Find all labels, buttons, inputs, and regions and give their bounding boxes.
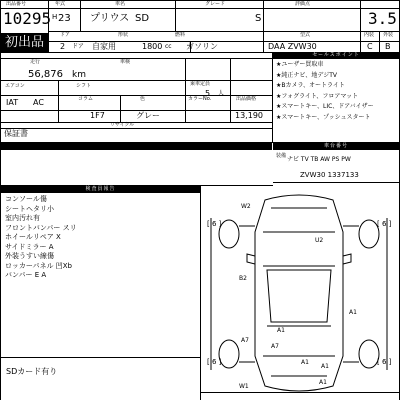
feature-item: ★純正ナビ、地デジTV <box>276 71 337 79</box>
transmission-value: IAT <box>6 98 19 107</box>
options-label: 装備 <box>276 153 287 159</box>
usage-value: 自家用 <box>92 42 116 51</box>
damage-mark: A1 <box>349 309 357 316</box>
doors-unit: ドア <box>72 43 84 50</box>
damage-mark: A7 <box>241 337 249 344</box>
inspector-note: コンソール傷 <box>5 195 47 203</box>
tire-tread-label: [ 6 ] <box>377 220 392 228</box>
color-code: 1F7 <box>90 111 105 120</box>
first-sale-badge: 初出品 <box>1 33 48 52</box>
car-diagram <box>201 186 398 398</box>
damage-mark: A1 <box>321 363 329 370</box>
seats-unit: 人 <box>218 90 225 97</box>
damage-mark: B2 <box>239 275 247 282</box>
mileage-value: 56,876 <box>28 69 63 80</box>
grade-label: グレード <box>205 1 226 7</box>
feature-item: ★ユーザー買取車 <box>276 61 324 68</box>
tire-tread-label: [ 6 ] <box>207 358 222 366</box>
ac-label: エアコン <box>5 83 25 89</box>
car-label: 車名 <box>115 1 126 7</box>
doors-value: 2 <box>60 42 66 51</box>
tire-tread-label: [ 6 ] <box>207 220 222 228</box>
displacement-unit: cc <box>165 43 172 50</box>
damage-mark: W1 <box>239 383 249 390</box>
mileage-label: 走行 <box>30 59 41 65</box>
mileage-unit: km <box>72 70 86 80</box>
note-bottom: SDカード有り <box>6 367 58 376</box>
interior-label: 内装 <box>364 32 375 38</box>
doors-label: ドア <box>60 32 70 38</box>
score-value: 3.5 <box>368 9 397 28</box>
car-name: プリウス <box>90 13 130 24</box>
model-value: DAA ZVW30 <box>268 42 317 51</box>
shaken-label: 車検 <box>120 59 131 65</box>
exterior-label: 外装 <box>383 32 394 38</box>
exterior-grade: B <box>385 42 391 51</box>
fuel-label: 燃料 <box>175 32 186 38</box>
warranty-value: 保証書 <box>4 129 28 138</box>
color-label: 色 <box>140 96 146 102</box>
damage-mark: U2 <box>315 237 324 244</box>
score-label: 評価点 <box>295 1 311 7</box>
year-value: 23 <box>58 13 71 24</box>
grade-value: S <box>255 13 262 24</box>
fuel-value: ガソリン <box>186 42 218 51</box>
inspector-note: ホイールリペア X <box>5 233 61 241</box>
color-code-label: カラーNo. <box>188 96 212 102</box>
feature-item: ★スマートキー、プッシュスタート <box>276 113 371 121</box>
chassis-value: ZVW30 1337133 <box>300 171 359 179</box>
displacement-value: 1800 <box>142 42 163 51</box>
shape-label: 形状 <box>118 32 129 38</box>
ac-value: AC <box>33 98 44 107</box>
damage-mark: A1 <box>277 327 285 334</box>
price-value: 13,190 <box>235 111 263 120</box>
tire-tread-label: [ 6 ] <box>377 358 392 366</box>
interior-grade: C <box>367 42 373 51</box>
feature-item: ★スマートキー、LIC、ドアバイザー <box>276 103 374 110</box>
inspector-note: ロッカーパネル 凹Xb <box>5 261 72 270</box>
inspector-note: フロントバンパー スリ <box>5 223 77 232</box>
shift-value: コラム <box>78 96 93 102</box>
inspector-header: 検査員報告 <box>1 186 200 193</box>
inspector-note: 外装うすい線傷 <box>5 252 54 260</box>
damage-mark: A1 <box>301 359 309 366</box>
seats-label: 乗車定員 <box>190 81 211 87</box>
lot-number: 10295 <box>3 9 52 28</box>
car-sub: SD <box>135 13 150 24</box>
inspector-note: シートヘタリ小 <box>5 204 54 213</box>
color-name: グレー <box>136 111 160 120</box>
model-label: 型式 <box>300 32 311 38</box>
year-label: 年式 <box>55 1 66 7</box>
damage-mark: A1 <box>319 379 327 386</box>
inspector-note: サイドミラー A <box>5 242 54 251</box>
lot-label: 出品番号 <box>6 1 27 7</box>
feature-item: ★フォグライト、フロアマット <box>276 92 359 100</box>
damage-mark: W2 <box>241 203 251 210</box>
inspector-note: バンパー E A <box>5 271 47 279</box>
price-label: 出品価格 <box>236 96 257 102</box>
inspector-note: 室内汚れ有 <box>5 214 40 222</box>
features-header: セールスポイント <box>273 52 399 58</box>
trans-label: シフト <box>76 83 92 89</box>
year-prefix: H <box>52 13 58 21</box>
chassis-header: 車台番号 <box>273 143 399 150</box>
equipment-header <box>1 143 272 150</box>
seats-value: 5 <box>205 89 211 98</box>
options-value: ナビ TV TB AW PS PW <box>287 156 351 163</box>
feature-item: ★Bカメラ、オートライト <box>276 82 345 89</box>
recycle-label: リサイクル <box>110 122 135 128</box>
damage-mark: A7 <box>271 343 279 350</box>
